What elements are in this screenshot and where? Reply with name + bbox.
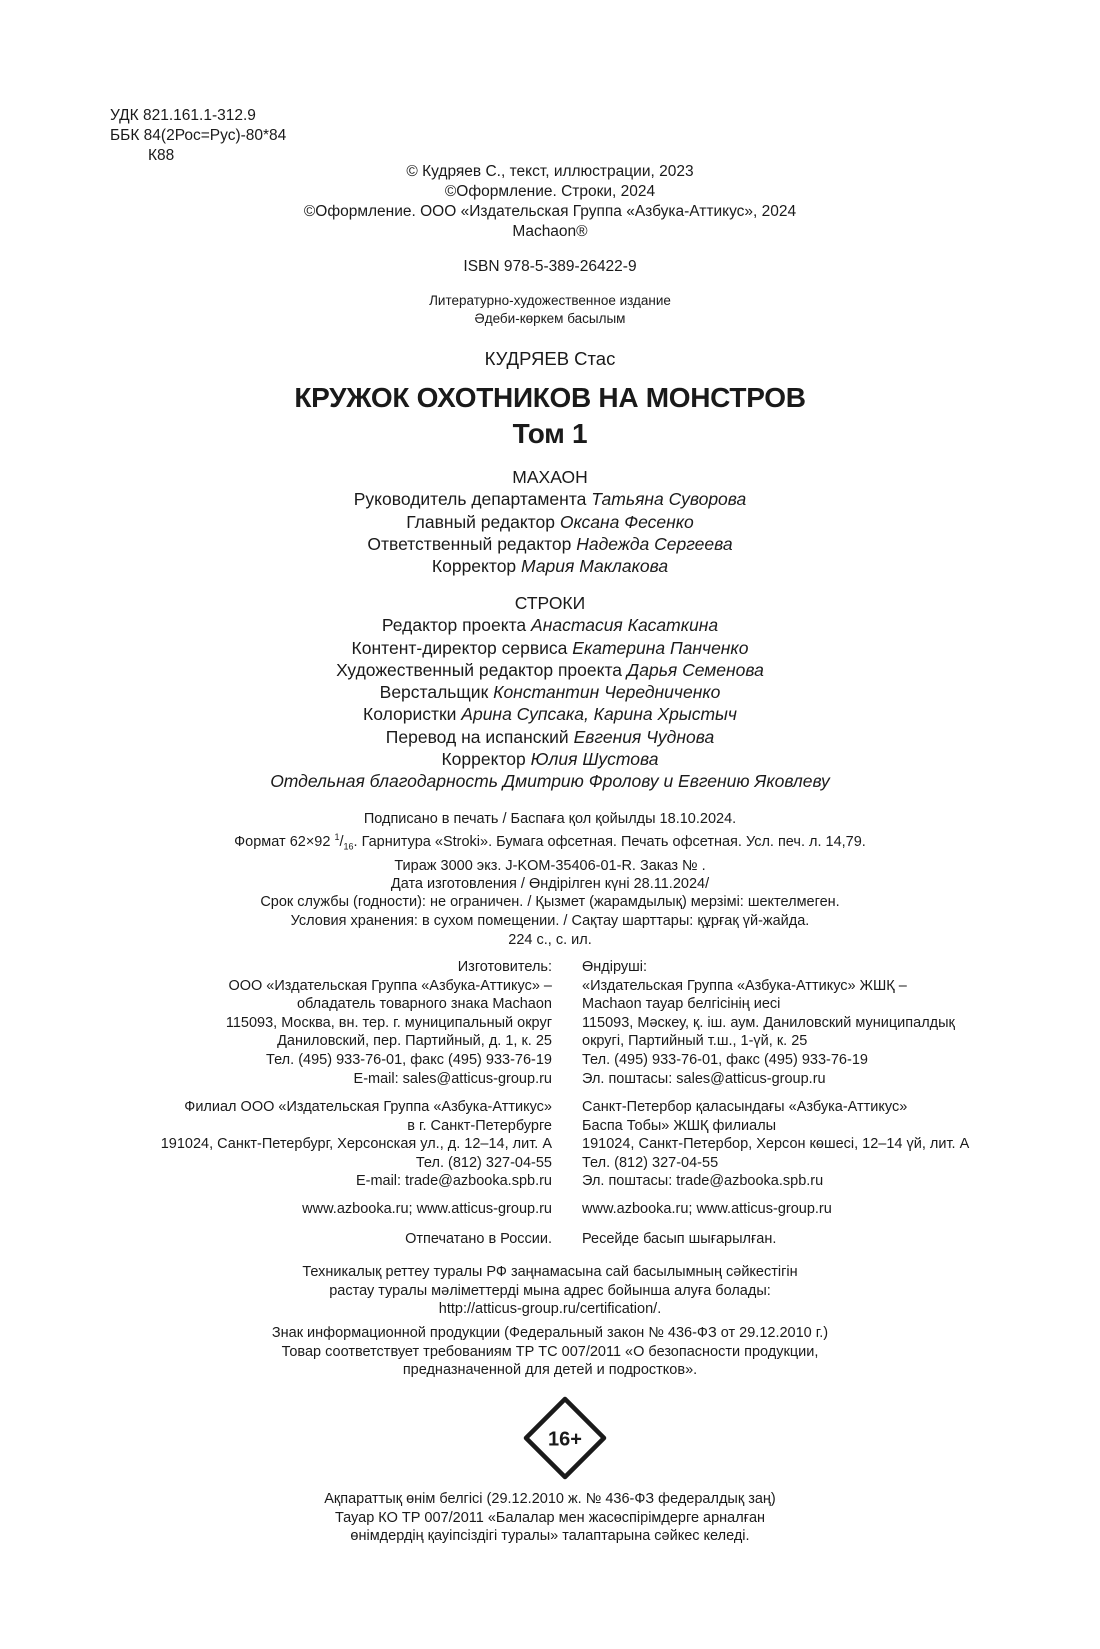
address-line: Санкт-Петербор қаласындағы «Азбука-Аттикус»: [582, 1099, 908, 1115]
address-line: Тел. (812) 327-04-55: [582, 1154, 719, 1171]
address-line: «Издательская Группа «Азбука-Аттикус» ЖШҚ –: [582, 977, 907, 994]
author-mark: К88: [148, 147, 175, 164]
copyright-line: ©Оформление. Строки, 2024: [444, 183, 656, 200]
format-details: . Гарнитура «Stroki». Бумага офсетная. Печать офсетная. Усл. печ. л. 14,79.: [353, 834, 866, 851]
credit-line: [0, 726, 1100, 748]
law-note-ru: [0, 1324, 1100, 1380]
credit-line: [0, 681, 1100, 703]
credit-name: Дарья Семенова: [626, 659, 764, 680]
imprint-storage: Условия хранения: в сухом помещении. / Сақтау шарттары: құрғақ үй-жайда.: [290, 912, 810, 929]
copyright-line: Machaon®: [512, 223, 588, 240]
credit-name: Евгения Чуднова: [573, 726, 715, 747]
credit-role: Ответственный редактор: [367, 533, 572, 554]
address-line: Тел. (812) 327-04-55: [415, 1154, 552, 1171]
address-line: E-mail: sales@atticus-group.ru: [353, 1070, 552, 1087]
bbk-code: ББК 84(2Рос=Рус)-80*84: [110, 127, 287, 144]
genre-block: [0, 292, 1100, 328]
address-line: 115093, Москва, вн. тер. г. муниципальный округ: [225, 1014, 552, 1031]
website-ru: www.azbooka.ru; www.atticus-group.ru: [302, 1201, 552, 1217]
certification-line: растау туралы мәліметтерді мына адрес бойынша алуға болады:: [329, 1282, 771, 1299]
law-line: Товар соответствует требованиям ТР ТС 007/2011 «О безопасности продукции,: [281, 1343, 819, 1360]
address-line: 191024, Санкт-Петербург, Херсонская ул., д. 12–14, лит. А: [160, 1136, 552, 1153]
page-count: 224 с., с. ил.: [508, 932, 592, 948]
address-line: обладатель товарного знака Machaon: [296, 996, 552, 1013]
genre-line: Литературно-художественное издание: [429, 293, 671, 308]
machaon-credits: [0, 466, 1100, 577]
copyright-line: ©Оформление. ООО «Издательская Группа «Азбука-Аттикус», 2024: [303, 203, 797, 220]
address-line: Филиал ООО «Издательская Группа «Азбука-Аттикус»: [184, 1099, 552, 1115]
credit-name: Надежда Сергеева: [576, 533, 733, 554]
law-line: Знак информационной продукции (Федеральный закон № 436-ФЗ от 29.12.2010 г.): [271, 1325, 829, 1341]
address-line: Эл. поштасы: trade@azbooka.spb.ru: [582, 1173, 824, 1190]
format-fraction-numerator: 1: [334, 832, 340, 843]
manufacturer-ru: [100, 958, 552, 1088]
credit-role: Верстальщик: [379, 682, 489, 703]
certification-line: Техникалық реттеу туралы РФ заңнамасына сай басылымның сәйкестігін: [302, 1264, 798, 1280]
credit-line: [0, 748, 1100, 770]
law-line: Ақпараттық өнім белгісі (29.12.2010 ж. № 436-ФЗ федералдық заң): [324, 1491, 776, 1507]
credit-role: Корректор: [431, 556, 517, 577]
book-title: КРУЖОК ОХОТНИКОВ НА МОНСТРОВ: [294, 382, 806, 413]
genre-line: Әдеби-көркем басылым: [474, 311, 626, 326]
credit-name: Юлия Шустова: [530, 749, 659, 770]
credit-line: [0, 659, 1100, 681]
credit-name: Екатерина Панченко: [572, 637, 749, 658]
law-note-kz: [0, 1490, 1100, 1546]
credit-role: Главный редактор: [406, 511, 555, 532]
law-line: өнімдердің қауіпсіздігі туралы» талаптарына сәйкес келеді.: [350, 1528, 750, 1545]
branch-ru: [100, 1098, 552, 1191]
book-title-block: [0, 380, 1100, 452]
credit-role: Контент-директор сервиса: [351, 637, 568, 658]
credit-name: Мария Маклакова: [521, 556, 669, 577]
age-rating-label: 16+: [548, 1428, 582, 1451]
printed-in-ru: Отпечатано в России.: [405, 1231, 552, 1247]
imprint-signed: Подписано в печать / Баспаға қол қойылды 18.10.2024.: [363, 811, 737, 827]
printed-in-kz: Ресейде басып шығарылған.: [582, 1231, 777, 1247]
credit-line: [0, 555, 1100, 577]
address-line: Machaon тауар белгісінің иесі: [582, 996, 781, 1013]
imprint-service-life: Срок службы (годности): не ограничен. / Қызмет (жарамдылық) мерзімі: шектелмеген.: [260, 894, 840, 911]
law-line: Тауар КО ТР 007/2011 «Балалар мен жасөспірімдерге арналған: [334, 1509, 766, 1526]
credit-role: Корректор: [441, 749, 526, 770]
credit-role: Руководитель департамента: [353, 489, 587, 510]
age-rating-icon: [523, 1396, 607, 1480]
stroki-credits: [0, 592, 1100, 793]
publisher-heading: СТРОКИ: [514, 593, 586, 613]
credit-name: Константин Чередниченко: [493, 682, 721, 703]
publisher-heading: МАХАОН: [512, 467, 588, 487]
address-line: Тел. (495) 933-76-01, факс (495) 933-76-19: [266, 1051, 552, 1068]
address-line: Тел. (495) 933-76-01, факс (495) 933-76-19: [582, 1051, 868, 1068]
address-line: Изготовитель:: [457, 959, 552, 975]
address-line: Эл. поштасы: sales@atticus-group.ru: [582, 1070, 826, 1087]
address-line: E-mail: trade@azbooka.spb.ru: [355, 1173, 552, 1190]
branch-kz: [582, 1098, 1022, 1191]
credit-line: [0, 637, 1100, 659]
address-line: Баспа Тобы» ЖШҚ филиалы: [582, 1117, 777, 1134]
address-line: округі, Партийный т.ш., 1-үй, к. 25: [582, 1033, 808, 1050]
format-fraction-denominator: 16: [343, 842, 354, 853]
udk-code: УДК 821.161.1-312.9: [110, 107, 256, 124]
credit-name: Татьяна Суворова: [591, 489, 747, 510]
credit-role: Перевод на испанский: [385, 726, 569, 747]
copyright-block: [0, 162, 1100, 242]
address-line: в г. Санкт-Петербурге: [407, 1117, 552, 1134]
copyright-line: © Кудряев С., текст, иллюстрации, 2023: [406, 163, 694, 180]
credit-line: [0, 511, 1100, 533]
imprint-made-date: Дата изготовления / Өндірілген күні 28.11.2024/: [390, 875, 710, 892]
credit-line: [0, 488, 1100, 510]
credit-name: Оксана Фесенко: [559, 511, 694, 532]
credit-role: Колористки: [363, 704, 457, 725]
law-line: предназначенной для детей и подростков».: [402, 1362, 698, 1379]
credit-line: [0, 703, 1100, 725]
format-size: Формат 62×92: [234, 834, 335, 851]
address-line: ООО «Издательская Группа «Азбука-Аттикус» –: [228, 977, 552, 994]
imprint-block: [0, 810, 1100, 930]
address-line: 191024, Санкт-Петербор, Херсон көшесі, 12–14 үй, лит. А: [582, 1136, 970, 1153]
credit-name: Арина Супсака, Карина Хрыстыч: [461, 704, 737, 725]
address-line: Даниловский, пер. Партийный, д. 1, к. 25: [277, 1033, 552, 1050]
credit-line: [0, 614, 1100, 636]
classification-codes: [110, 106, 286, 166]
isbn: ISBN 978-5-389-26422-9: [463, 258, 637, 275]
author-name: КУДРЯЕВ Стас: [484, 348, 616, 369]
address-line: 115093, Мәскеу, қ. іш. аум. Даниловский муниципалдық: [582, 1014, 955, 1031]
acknowledgement: Отдельная благодарность Дмитрию Фролову и Евгению Яковлеву: [270, 771, 830, 792]
book-volume: Том 1: [512, 418, 588, 449]
website-kz: www.azbooka.ru; www.atticus-group.ru: [582, 1201, 832, 1217]
credit-role: Редактор проекта: [381, 615, 527, 636]
credit-line: [0, 533, 1100, 555]
address-line: Өндіруші:: [582, 959, 648, 975]
credit-role: Художественный редактор проекта: [336, 659, 623, 680]
imprint-print-run: Тираж 3000 экз. J-KOM-35406-01-R. Заказ № .: [394, 857, 706, 874]
certification-line: http://atticus-group.ru/certification/.: [438, 1301, 662, 1318]
credit-name: Анастасия Касаткина: [531, 615, 719, 636]
manufacturer-kz: [582, 958, 1022, 1088]
certification-note: [0, 1263, 1100, 1319]
imprint-format: Формат 62×92 $^1/_{16}$. Гарнитура «Stroki». Бумага офсетная. Печать офсетная. Усл. печ. л. 14,79.: [234, 832, 866, 853]
